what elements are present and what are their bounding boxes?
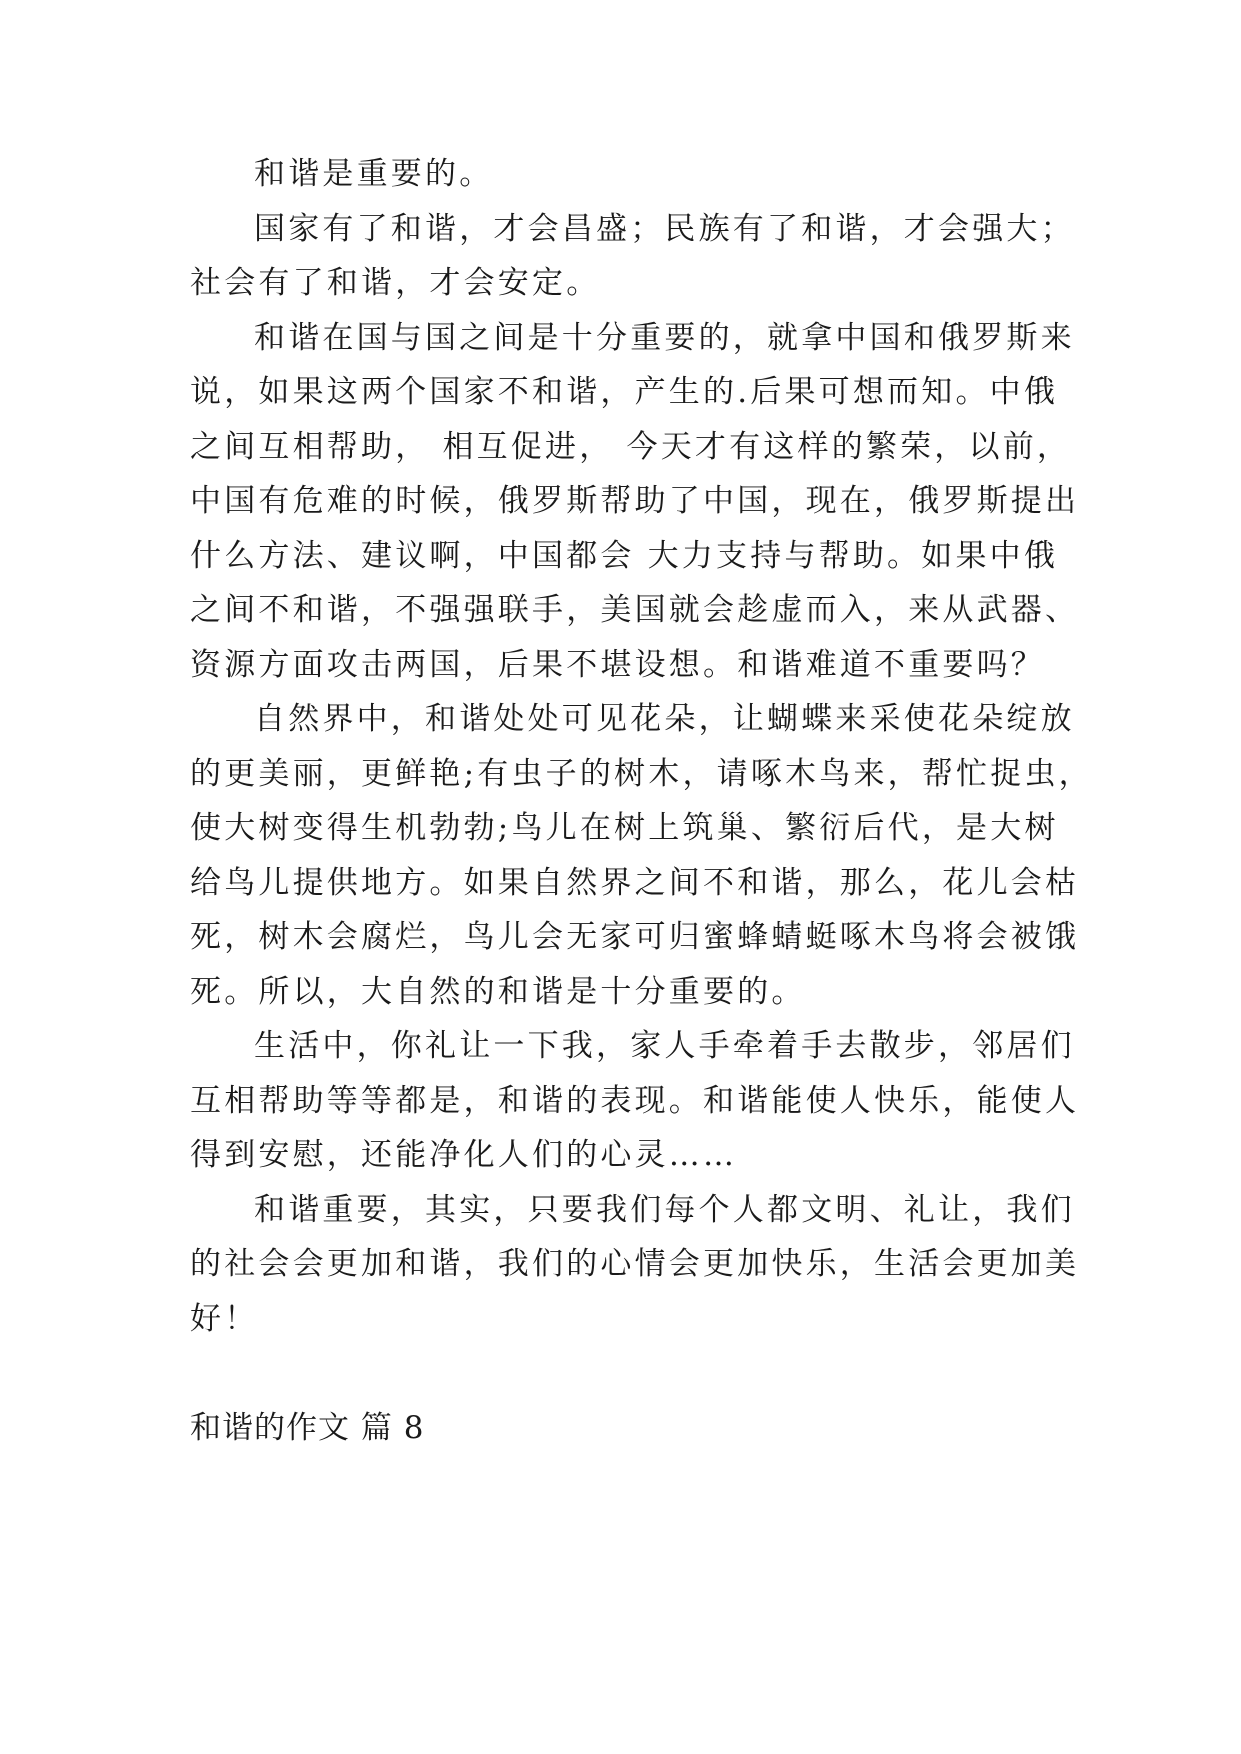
paragraph-3-line-2: 说，如果这两个国家不和谐，产生的.后果可想而知。中俄 (190, 374, 1059, 410)
paragraph-5-line-2: 互相帮助等等都是，和谐的表现。和谐能使人快乐，能使人 (190, 1083, 1080, 1119)
paragraph-4-line-6: 死。所以，大自然的和谐是十分重要的。 (190, 974, 806, 1010)
paragraph-3-line-5: 什么方法、建议啊，中国都会 大力支持与帮助。如果中俄 (190, 538, 1059, 574)
paragraph-3-line-7: 资源方面攻击两国，后果不堪设想。和谐难道不重要吗？ (190, 647, 1045, 683)
paragraph-3-line-1: 和谐在国与国之间是十分重要的，就拿中国和俄罗斯来 (254, 320, 1075, 356)
paragraph-1-line-1: 和谐是重要的。 (254, 156, 494, 192)
paragraph-6-line-3: 好！ (190, 1301, 259, 1337)
paragraph-6-line-1: 和谐重要，其实，只要我们每个人都文明、礼让，我们 (254, 1192, 1075, 1228)
paragraph-3-line-3: 之间互相帮助， 相互促进， 今天才有这样的繁荣，以前， (190, 429, 1072, 465)
section-heading: 和谐的作文 篇 8 (190, 1410, 425, 1446)
paragraph-4-line-3: 使大树变得生机勃勃;鸟儿在树上筑巢、繁衍后代，是大树 (190, 810, 1059, 846)
paragraph-2-line-2: 社会有了和谐，才会安定。 (190, 265, 601, 301)
paragraph-2-line-1: 国家有了和谐，才会昌盛；民族有了和谐，才会强大； (254, 211, 1075, 247)
paragraph-4-line-4: 给鸟儿提供地方。如果自然界之间不和谐，那么，花儿会枯 (190, 865, 1080, 901)
paragraph-6-line-2: 的社会会更加和谐，我们的心情会更加快乐，生活会更加美 (190, 1246, 1080, 1282)
paragraph-4-line-1: 自然界中，和谐处处可见花朵，让蝴蝶来采使花朵绽放 (254, 701, 1075, 737)
paragraph-4-line-2: 的更美丽，更鲜艳;有虫子的树木，请啄木鸟来，帮忙捉虫， (190, 756, 1093, 792)
paragraph-3-line-6: 之间不和谐，不强强联手，美国就会趁虚而入，来从武器、 (190, 592, 1080, 628)
paragraph-5-line-3: 得到安慰，还能净化人们的心灵…… (190, 1137, 738, 1173)
paragraph-4-line-5: 死，树木会腐烂，鸟儿会无家可归蜜蜂蜻蜓啄木鸟将会被饿 (190, 919, 1080, 955)
paragraph-5-line-1: 生活中，你礼让一下我，家人手牵着手去散步，邻居们 (254, 1028, 1075, 1064)
paragraph-3-line-4: 中国有危难的时候，俄罗斯帮助了中国，现在，俄罗斯提出 (190, 483, 1080, 519)
